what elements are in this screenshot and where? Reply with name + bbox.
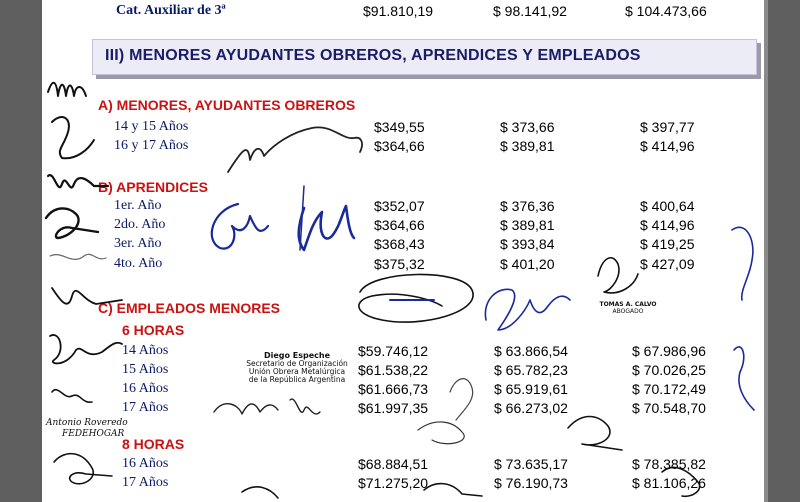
- signature-mark: [424, 484, 482, 496]
- stamp-line: Antonio Roveredo: [46, 418, 128, 428]
- value-cell: $349,55: [374, 119, 425, 135]
- document-page: [42, 0, 764, 502]
- signature-mark: [485, 289, 570, 330]
- viewer-background: [764, 0, 800, 502]
- row-label: 16 Años: [122, 456, 169, 471]
- row-label: 4to. Año: [114, 256, 163, 271]
- signature-mark: [732, 227, 753, 300]
- signature-mark: [299, 206, 354, 250]
- signature-mark: [598, 258, 638, 293]
- value-cell: $ 98.141,92: [493, 3, 567, 19]
- value-cell: $ 76.190,73: [494, 475, 568, 491]
- signature-mark: [54, 454, 112, 484]
- signature-mark: [359, 274, 473, 322]
- stamp-line: ABOGADO: [612, 308, 644, 315]
- signature-mark: [290, 399, 320, 414]
- signature-mark: [418, 422, 464, 444]
- stamp-fedehogar: [46, 418, 128, 440]
- signature-mark: [48, 83, 86, 96]
- value-cell: $ 67.986,96: [632, 343, 706, 359]
- row-label: 17 Años: [122, 400, 169, 415]
- value-cell: $ 73.635,17: [494, 456, 568, 472]
- signature-mark: [46, 208, 98, 238]
- group-heading: C) EMPLEADOS MENORES: [98, 300, 281, 316]
- stamp-line: FEDEHOGAR: [62, 429, 125, 439]
- signature-mark: [50, 254, 106, 259]
- signature-mark: [450, 379, 473, 420]
- row-label: 16 y 17 Años: [114, 138, 189, 153]
- value-cell: $ 389,81: [500, 217, 555, 233]
- stamp-line: Secretario de Organización: [246, 359, 348, 368]
- stamp-line: Unión Obrera Metalúrgica: [248, 367, 346, 376]
- value-cell: $ 63.866,54: [494, 343, 568, 359]
- row-label: 14 Años: [122, 343, 169, 358]
- subgroup-heading: 8 HORAS: [122, 436, 185, 452]
- row-label: 2do. Año: [114, 217, 166, 232]
- signature-mark: [242, 487, 278, 498]
- value-cell: $ 65.782,23: [494, 362, 568, 378]
- value-cell: $ 104.473,66: [625, 3, 707, 19]
- value-cell: $59.746,12: [358, 343, 429, 359]
- value-cell: $ 376,36: [500, 198, 555, 214]
- value-cell: $364,66: [374, 217, 425, 233]
- signature-mark: [228, 127, 362, 172]
- signature-mark: [734, 347, 754, 410]
- section-banner: [92, 39, 757, 75]
- row-label: 1er. Año: [114, 198, 162, 213]
- row-label: 17 Años: [122, 475, 169, 490]
- value-cell: $352,07: [374, 198, 425, 214]
- value-cell: $ 414,96: [640, 138, 695, 154]
- row-label: 15 Años: [122, 362, 169, 377]
- value-cell: $ 70.548,70: [632, 400, 706, 416]
- value-cell: $ 66.273,02: [494, 400, 568, 416]
- value-cell: $ 373,66: [500, 119, 555, 135]
- value-cell: $ 78.385,82: [632, 456, 706, 472]
- value-cell: $ 397,77: [640, 119, 695, 135]
- value-cell: $68.884,51: [358, 456, 429, 472]
- value-cell: $ 419,25: [640, 236, 695, 252]
- group-heading: B) APRENDICES: [98, 179, 208, 195]
- value-cell: $364,66: [374, 138, 425, 154]
- signature-mark: [568, 417, 622, 451]
- value-cell: $ 401,20: [500, 256, 555, 272]
- row-label: 3er. Año: [114, 236, 162, 251]
- stamp-line: Diego Espeche: [263, 351, 331, 360]
- group-heading: A) MENORES, AYUDANTES OBREROS: [98, 97, 356, 113]
- value-cell: $91.810,19: [363, 3, 434, 19]
- value-cell: $ 389,81: [500, 138, 555, 154]
- signature-mark: [212, 204, 268, 249]
- row-label: 14 y 15 Años: [114, 119, 189, 134]
- value-cell: $ 70.172,49: [632, 381, 706, 397]
- value-cell: $ 414,96: [640, 217, 695, 233]
- signature-mark: [214, 404, 278, 414]
- row-label: 16 Años: [122, 381, 169, 396]
- value-cell: $61.997,35: [358, 400, 429, 416]
- value-cell: $ 81.106,26: [632, 475, 706, 491]
- signature-mark: [50, 335, 122, 363]
- stamp-line: TOMAS A. CALVO: [599, 301, 657, 308]
- value-cell: $375,32: [374, 256, 425, 272]
- value-cell: $ 65.919,61: [494, 381, 568, 397]
- value-cell: $71.275,20: [358, 475, 429, 491]
- section-title: III) MENORES AYUDANTES OBREROS, APRENDICES Y EMPLEADOS: [105, 47, 641, 64]
- value-cell: $ 427,09: [640, 256, 695, 272]
- stamp-calvo: [597, 301, 659, 315]
- value-cell: $61.666,73: [358, 381, 429, 397]
- value-cell: $ 393,84: [500, 236, 555, 252]
- value-cell: $ 400,64: [640, 198, 695, 214]
- signature-mark: [52, 390, 92, 402]
- stamp-line: de la República Argentina: [248, 375, 346, 384]
- subgroup-heading: 6 HORAS: [122, 322, 185, 338]
- signature-mark: [52, 117, 94, 158]
- page-edge: [764, 0, 768, 502]
- stamp-espeche: [242, 352, 352, 384]
- value-cell: $368,43: [374, 236, 425, 252]
- signature-mark: [300, 186, 304, 250]
- row-label: Cat. Auxiliar de 3ª: [116, 3, 226, 18]
- value-cell: $61.538,22: [358, 362, 429, 378]
- value-cell: $ 70.026,25: [632, 362, 706, 378]
